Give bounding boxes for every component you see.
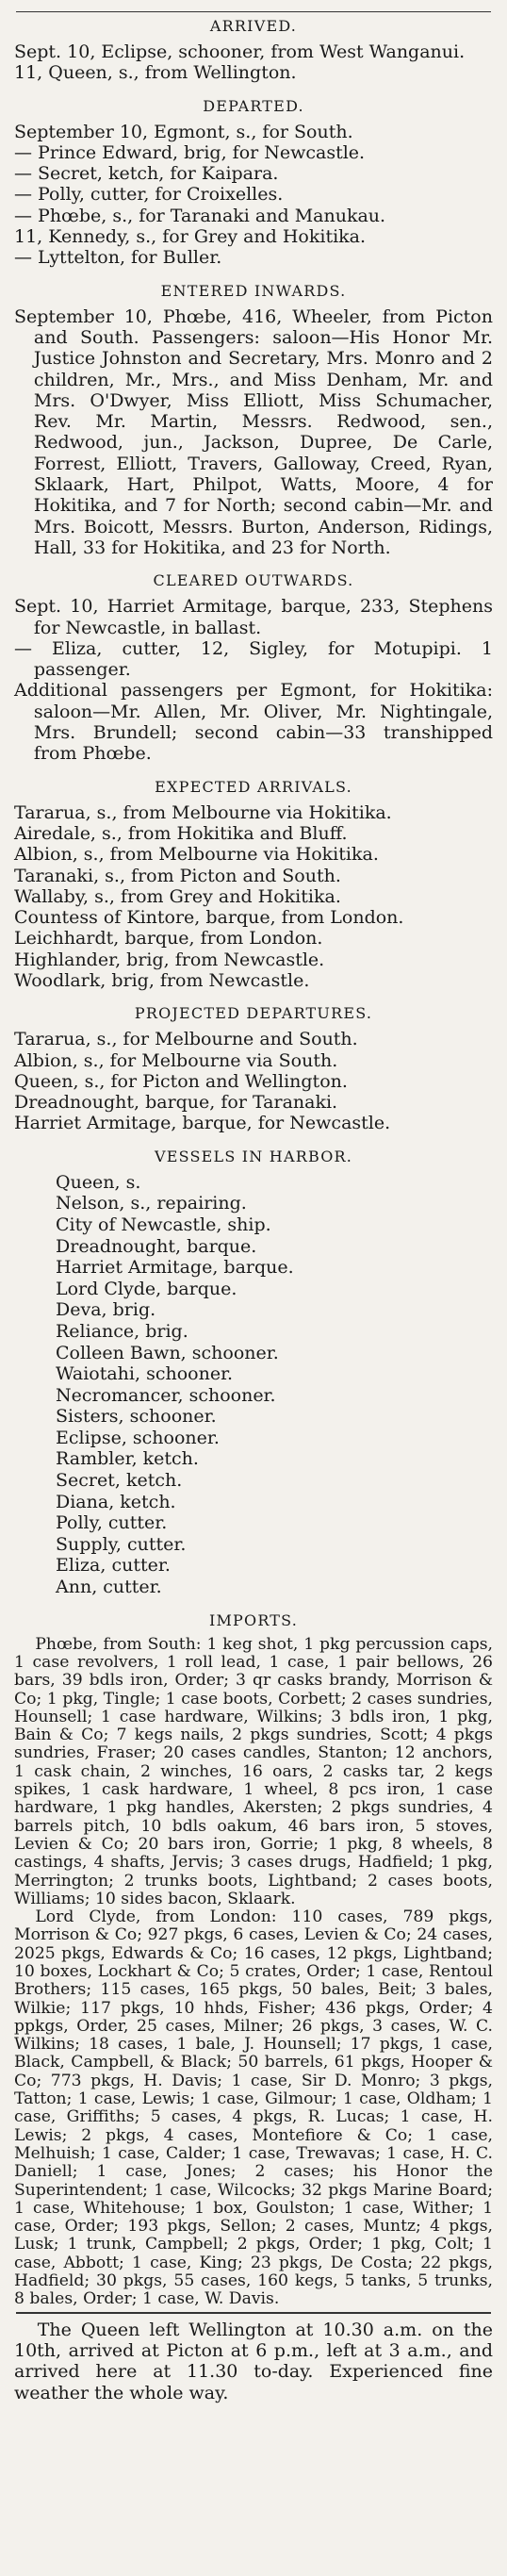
vessel-item: Necromancer, schooner.: [56, 1384, 276, 1406]
section-vessels-in-harbor: [14, 1147, 493, 1598]
section-heading: ENTERED INWARDS.: [160, 281, 347, 300]
shipping-entry: Albion, s., from Melbourne via Hokitika.: [14, 844, 379, 866]
shipping-entry: September 10, Egmont, s., for South.: [14, 121, 353, 142]
section-imports: [14, 1610, 493, 2309]
imports-paragraph: Phœbe, from South: 1 keg shot, 1 pkg percussion caps, 1 case revolvers, 1 roll lead, 1 case, 1 pair bellows, 26 bars, 39 bdls iron, Order; 3 qr casks brandy, Morrison & Co; 1 pkg, Tingle; 1 case boots, Corbett; 2 cases sundries, Hounsell; 1 case hardware, Wilkins; 3 bdls iron, 1 pkg, Bain & Co; 7 kegs nails, 2 pkgs sundries, Scott; 4 pkgs sundries, Fraser; 20 cases candles, Stanton; 12 anchors, 1 cask chain, 2 winches, 16 oars, 2 casks tar, 2 kegs spikes, 1 cask hardware, 1 wheel, 8 pcs iron, 1 case hardware, 1 pkg handles, Akersten; 2 pkgs sundries, 4 barrels pitch, 10 bdls oakum, 46 bars iron, 5 stoves, Levien & Co; 20 bars iron, Gorrie; 1 pkg, 8 wheels, 8 castings, 4 shafts, Jervis; 3 cases drugs, Hadfield; 1 pkg, Merrington; 2 trunks boots, Lightband; 2 cases boots, Williams; 10 sides bacon, Sklaark.: [14, 1634, 493, 1908]
shipping-entry: — Secret, ketch, for Kaipara.: [14, 163, 279, 185]
closing-note: The Queen left Wellington at 10.30 a.m. on the 10th, arrived at Picton at 6 p.m., left at 3 a.m., and arrived here at 11.30 to-day. Experienced fine weather the whole way.: [14, 2319, 493, 2403]
vessel-item: Waiotahi, schooner.: [56, 1363, 234, 1385]
shipping-entry: Queen, s., for Picton and Wellington.: [14, 1070, 348, 1092]
vessel-item: Harriet Armitage, barque.: [56, 1257, 294, 1279]
vessel-item: Diana, ketch.: [56, 1491, 176, 1512]
vessel-item: Queen, s.: [56, 1171, 141, 1193]
shipping-entry: Airedale, s., from Hokitika and Bluff.: [14, 822, 348, 844]
vessel-item: Eliza, cutter.: [56, 1555, 171, 1577]
section-expected-arrivals: [14, 777, 493, 992]
shipping-entry: Additional passengers per Egmont, for Hokitika: saloon—Mr. Allen, Mr. Oliver, Mr. Nightingale, Mrs. Brundell; second cabin—33 transhipped from Phœbe.: [14, 680, 493, 765]
shipping-entry: Harriet Armitage, barque, for Newcastle.: [14, 1113, 391, 1134]
section-departed: [14, 96, 493, 269]
vessel-item: Lord Clyde, barque.: [56, 1278, 237, 1299]
vessel-item: Supply, cutter.: [56, 1533, 187, 1555]
shipping-entry: Woodlark, brig, from Newcastle.: [14, 969, 310, 991]
shipping-entry: 11, Queen, s., from Wellington.: [14, 62, 297, 84]
section-heading: VESSELS IN HARBOR.: [154, 1147, 353, 1165]
shipping-entry: — Polly, cutter, for Croixelles.: [14, 184, 284, 206]
shipping-entry: Highlander, brig, from Newcastle.: [14, 949, 325, 970]
section-entered-inwards: [14, 281, 493, 559]
vessel-item: Eclipse, schooner.: [56, 1427, 220, 1448]
vessel-item: Nelson, s., repairing.: [56, 1193, 247, 1214]
shipping-entry: Sept. 10, Harriet Armitage, barque, 233, Stephens for Newcastle, in ballast.: [14, 596, 493, 638]
shipping-entry: Sept. 10, Eclipse, schooner, from West Wanganui.: [14, 41, 466, 62]
shipping-entry: — Phœbe, s., for Taranaki and Manukau.: [14, 205, 386, 226]
vessel-item: Rambler, ketch.: [56, 1448, 199, 1470]
vessel-item: City of Newcastle, ship.: [56, 1214, 271, 1235]
section-arrived: [14, 16, 493, 84]
vessel-item: Ann, cutter.: [56, 1577, 162, 1598]
shipping-entry: Tararua, s., from Melbourne via Hokitika.: [14, 801, 392, 823]
shipping-entry: — Lyttelton, for Buller.: [14, 247, 222, 269]
section-heading: ARRIVED.: [209, 17, 298, 35]
section-heading: CLEARED OUTWARDS.: [153, 571, 354, 590]
vessel-item: Deva, brig.: [56, 1299, 156, 1321]
vessel-item: Dreadnought, barque.: [56, 1235, 257, 1257]
section-heading: PROJECTED DEPARTURES.: [134, 1004, 373, 1023]
shipping-entry: 11, Kennedy, s., for Grey and Hokitika.: [14, 226, 367, 248]
section-projected-departures: [14, 1003, 493, 1133]
section-heading: IMPORTS.: [208, 1610, 299, 1629]
shipping-entry: Tararua, s., for Melbourne and South.: [14, 1029, 358, 1050]
shipping-entry: — Eliza, cutter, 12, Sigley, for Motupipi. 1 passenger.: [14, 637, 493, 681]
vessel-item: Sisters, schooner.: [56, 1406, 217, 1428]
vessel-item: Secret, ketch.: [56, 1470, 183, 1492]
shipping-entry: Countess of Kintore, barque, from London.: [14, 907, 404, 929]
section-heading: DEPARTED.: [203, 96, 304, 115]
section-heading: EXPECTED ARRIVALS.: [155, 777, 352, 796]
imports-paragraph: Lord Clyde, from London: 110 cases, 789 pkgs, Morrison & Co; 927 pkgs, 6 cases, Levien & Co; 24 cases, 2025 pkgs, Edwards & Co; 16 cases, 12 pkgs, Lightband; 10 boxes, Lockhart & Co; 5 crates, Order; 1 case, Rentoul Brothers; 115 cases, 165 pkgs, 50 bales, Beit; 3 bales, Wilkie; 117 pkgs, 10 hhds, Fisher; 436 pkgs, Order; 4 ppkgs, Order, 25 cases, Milner; 26 pkgs, 3 cases, W. C. Wilkins; 18 cases, 1 bale, J. Hounsell; 17 pkgs, 1 case, Black, Campbell, & Black; 50 barrels, 61 pkgs, Hooper & Co; 773 pkgs, H. Davis; 1 case, Sir D. Monro; 3 pkgs, Tatton; 1 case, Lewis; 1 case, Gilmour; 1 case, Oldham; 1 case, Griffiths; 5 cases, 4 pkgs, R. Lucas; 1 case, H. Lewis; 2 pkgs, 4 cases, Montefiore & Co; 1 case, Melhuish; 1 case, Calder; 1 case, Trewavas; 1 case, H. C. Daniell; 1 case, Jones; 2 cases; his Honor the Superintendent; 1 case, Wilcocks; 32 pkgs Marine Board; 1 case, Whitehouse; 1 box, Goulston; 1 case, Wither; 1 case, Order; 193 pkgs, Sellon; 2 cases, Muntz; 4 pkgs, Lusk; 1 trunk, Campbell; 2 pkgs, Order; 1 pkg, Colt; 1 case, Abbott; 1 case, King; 23 pkgs, De Costa; 22 pkgs, Hadfield; 30 pkgs, 55 cases, 160 kegs, 5 tanks, 5 trunks, 8 bales, Order; 1 case, W. Davis.: [14, 1907, 493, 2309]
vessel-item: Colleen Bawn, schooner.: [56, 1342, 279, 1363]
vessel-item: Polly, cutter.: [56, 1512, 168, 1534]
shipping-entry: Albion, s., for Melbourne via South.: [14, 1049, 338, 1071]
shipping-entry: Wallaby, s., from Grey and Hokitika.: [14, 885, 341, 907]
shipping-entry: Taranaki, s., from Picton and South.: [14, 865, 341, 886]
top-rule: [16, 11, 491, 12]
shipping-entry: Dreadnought, barque, for Taranaki.: [14, 1092, 338, 1114]
end-rule: [16, 2312, 491, 2314]
shipping-entry: Leichhardt, barque, from London.: [14, 928, 323, 949]
shipping-entry: September 10, Phœbe, 416, Wheeler, from Picton and South. Passengers: saloon—His Honor Mr. Justice Johnston and Secretary, Mrs. Monro and 2 children, Mr., Mrs., and Miss Denham, Mr. and Mrs. O'Dwyer, Miss Elliott, Miss Schumacher, Rev. Mr. Martin, Messrs. Redwood, sen., Redwood, jun., Jackson, Dupree, De Carle, Forrest, Elliott, Travers, Galloway, Creed, Ryan, Sklaark, Hart, Philpot, Watts, Moore, 4 for Hokitika, and 7 for North; second cabin—Mr. and Mrs. Boicott, Messrs. Burton, Anderson, Ridings, Hall, 33 for Hokitika, and 23 for North.: [14, 305, 493, 558]
vessel-item: Reliance, brig.: [56, 1320, 188, 1342]
section-cleared-outwards: [14, 570, 493, 764]
shipping-entry: — Prince Edward, brig, for Newcastle.: [14, 141, 366, 163]
